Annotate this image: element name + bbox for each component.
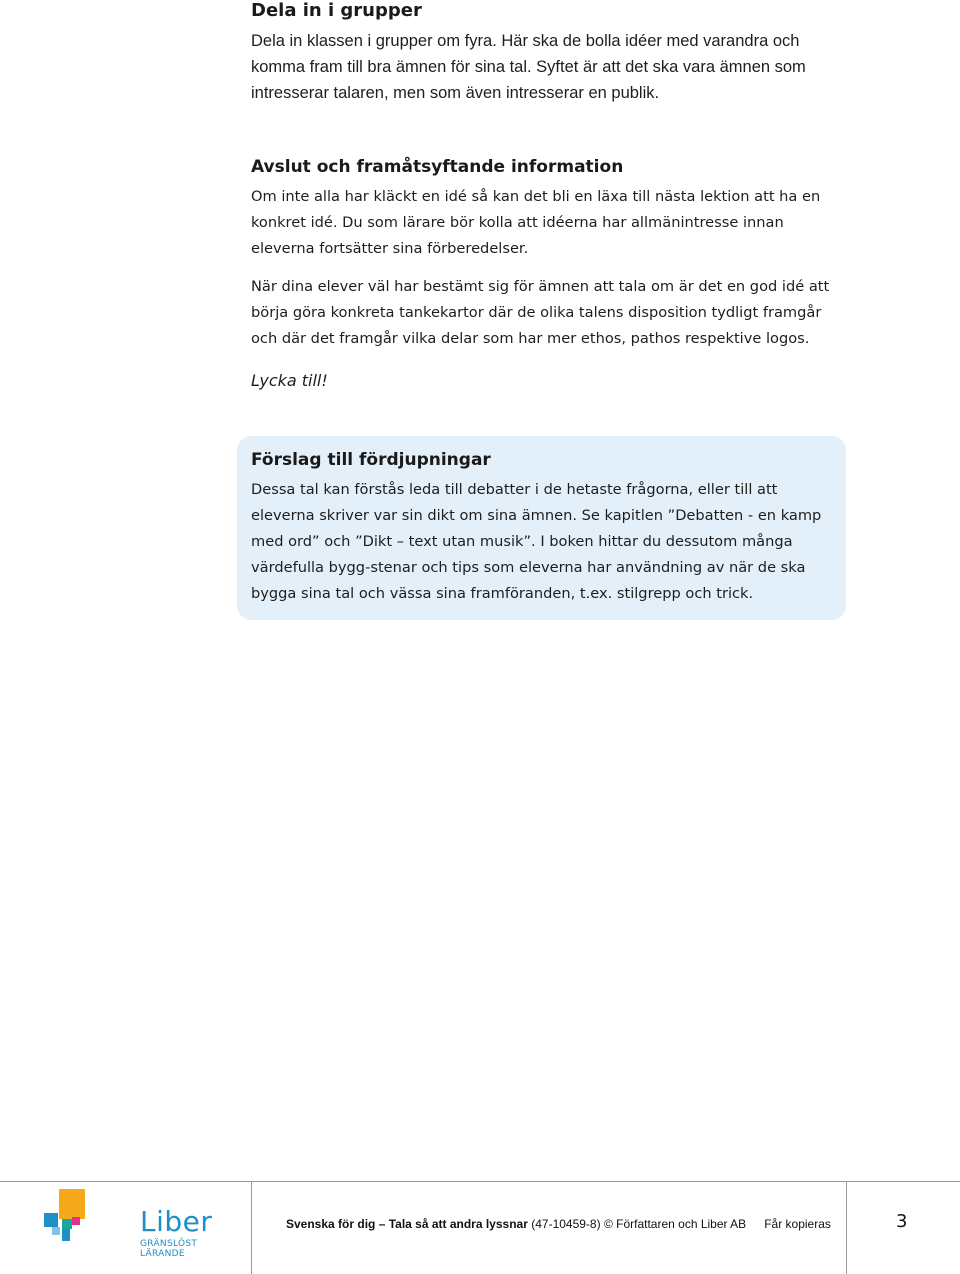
footer-divider xyxy=(0,1181,960,1182)
section-heading: Avslut och framåtsyftande information xyxy=(251,157,624,177)
section-dela-in-i-grupper xyxy=(251,0,851,106)
copyright: © Författaren och Liber AB xyxy=(603,1217,747,1231)
page-footer xyxy=(0,1181,960,1274)
footer-citation xyxy=(286,1217,831,1231)
liber-logo-icon xyxy=(44,1189,92,1245)
section-heading: Dela in i grupper xyxy=(251,0,422,21)
section-avslut xyxy=(251,155,851,352)
book-title: Svenska för dig – Tala så att andra lyssnar xyxy=(286,1217,528,1231)
logo-wordmark: Liber xyxy=(140,1205,213,1238)
section-paragraph-1: Om inte alla har kläckt en idé så kan det bli en läxa till nästa lektion att ha en konkret idé. Du som lärare bör kolla att idéerna har allmänintresse innan eleverna fortsätter sina förberedelser. xyxy=(251,188,821,257)
good-luck-text: Lycka till! xyxy=(251,371,328,390)
isbn: (47-10459-8) xyxy=(527,1217,604,1231)
footer-divider-right xyxy=(846,1181,847,1274)
deepening-suggestions-box xyxy=(237,436,846,620)
copy-permission: Får kopieras xyxy=(764,1217,831,1231)
page-number: 3 xyxy=(896,1211,908,1232)
liber-logo xyxy=(44,1189,224,1259)
infobox-body: Dessa tal kan förstås leda till debatter i de hetaste frågorna, eller till att eleverna skriver var sin dikt om sina ämnen. Se kapitlen ”Debatten - en kamp med ord” och ”Dikt – text utan musik”. I boken hittar du dessutom många värdefulla bygg-stenar och tips som eleverna har användning av när de ska bygga sina tal och vässa sina framföranden, t.ex. stilgrepp och trick. xyxy=(251,481,822,602)
infobox-heading: Förslag till fördjupningar xyxy=(251,450,491,470)
section-paragraph-2: När dina elever väl har bestämt sig för ämnen att tala om är det en god idé att börja göra konkreta tankekartor där de olika talens disposition tydligt framgår och där det framgår vilka delar som har mer ethos, pathos respektive logos. xyxy=(251,278,830,347)
section-body: Dela in klassen i grupper om fyra. Här ska de bolla idéer med varandra och komma fram till bra ämnen för sina tal. Syftet är att det ska vara ämnen som intresserar talaren, men som även intresserar en publik. xyxy=(251,32,806,102)
logo-tagline: GRÄNSLÖST LÄRANDE xyxy=(140,1239,198,1259)
footer-divider-left xyxy=(251,1181,252,1274)
